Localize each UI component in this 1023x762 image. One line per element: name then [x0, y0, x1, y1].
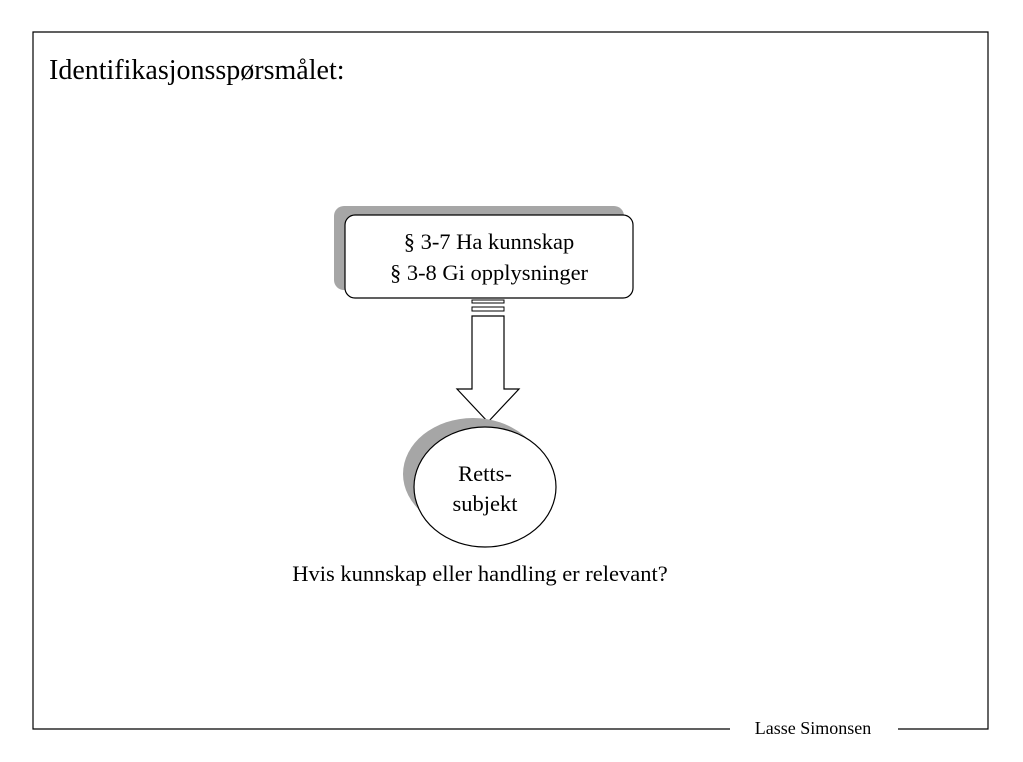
- circle-line-2: subjekt: [452, 491, 518, 516]
- paragraph-line-1: § 3-7 Ha kunnskap: [403, 229, 575, 254]
- arrow-stripe: [472, 300, 504, 303]
- circle-line-1: Retts-: [458, 461, 512, 486]
- paragraph-line-2: § 3-8 Gi opplysninger: [389, 260, 589, 285]
- down-arrow: [457, 316, 519, 422]
- question-text: Hvis kunnskap eller handling er relevant?: [292, 561, 668, 586]
- footer-author: Lasse Simonsen: [730, 716, 896, 740]
- arrow-stripe: [472, 307, 504, 311]
- slide-title: Identifikasjonsspørsmålet:: [49, 55, 345, 86]
- paragraph-box-text: [346, 226, 632, 288]
- slide-border: [33, 32, 988, 729]
- entity-circle-text: [414, 459, 556, 519]
